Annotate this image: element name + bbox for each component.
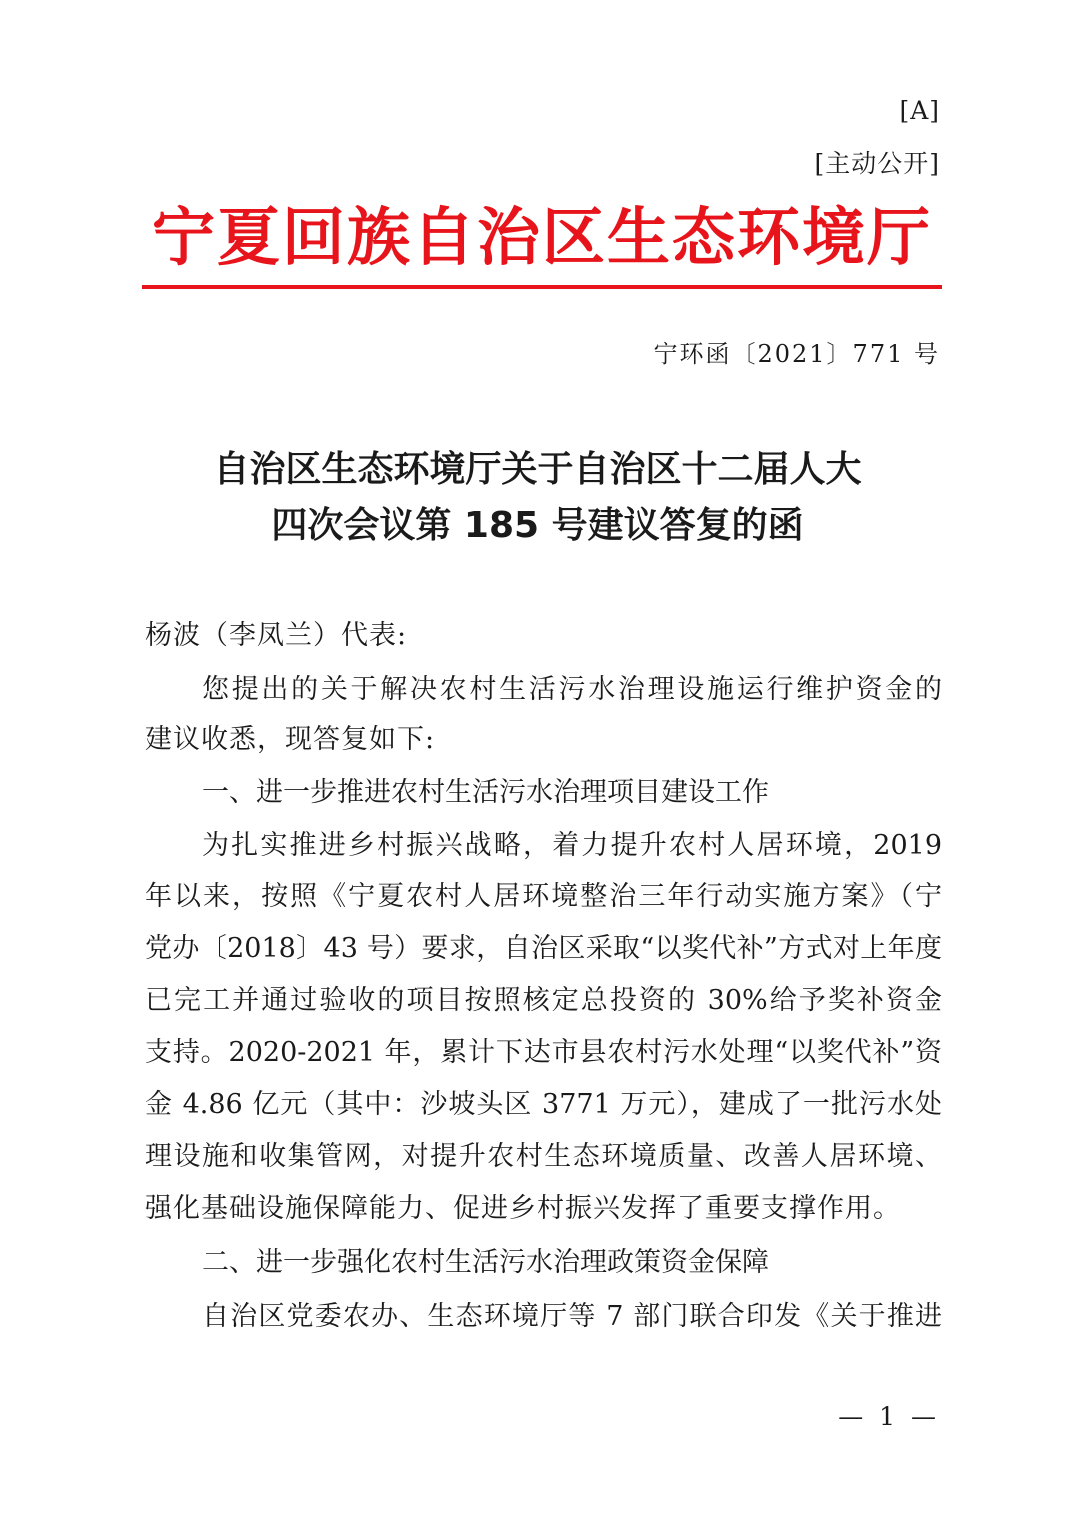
- body-text-line: 年以来，按照《宁夏农村人居环境整治三年行动实施方案》（宁: [145, 881, 942, 912]
- document-number: 宁环函〔2021〕771 号: [653, 340, 940, 368]
- body-text-line: 您提出的关于解决农村生活污水治理设施运行维护资金的: [202, 674, 942, 705]
- masthead-divider: [142, 285, 942, 289]
- body-text-line: 金 4.86 亿元（其中：沙坡头区 3771 万元），建成了一批污水处: [145, 1089, 942, 1120]
- classification-tag: [A]: [899, 96, 940, 125]
- body-text-line: 已完工并通过验收的项目按照核定总投资的 30%给予奖补资金: [145, 985, 942, 1016]
- salutation: 杨波（李凤兰）代表:: [145, 620, 408, 651]
- body-text-line: 理设施和收集管网，对提升农村生态环境质量、改善人居环境、: [145, 1141, 942, 1172]
- body-text-line: 为扎实推进乡村振兴战略，着力提升农村人居环境，2019: [202, 830, 942, 861]
- masthead-title: 宁夏回族自治区生态环境厅: [152, 201, 932, 274]
- body-text-line: 强化基础设施保障能力、促进乡村振兴发挥了重要支撑作用。: [145, 1193, 901, 1224]
- section-heading-2: 二、进一步强化农村生活污水治理政策资金保障: [202, 1247, 769, 1278]
- disclosure-tag: [主动公开]: [814, 149, 940, 178]
- document-title-line-1: 自治区生态环境厅关于自治区十二届人大: [213, 449, 862, 490]
- document-title-line-2: 四次会议第 185 号建议答复的函: [271, 505, 804, 546]
- section-heading-1: 一、进一步推进农村生活污水治理项目建设工作: [202, 777, 769, 808]
- body-text-line: 建议收悉，现答复如下:: [145, 724, 436, 755]
- page-number: — 1 —: [838, 1402, 940, 1431]
- body-text-line: 自治区党委农办、生态环境厅等 7 部门联合印发《关于推进: [202, 1301, 942, 1332]
- body-text-line: 支持。2020-2021 年，累计下达市县农村污水处理“以奖代补”资: [145, 1037, 942, 1068]
- body-text-line: 党办〔2018〕43 号）要求，自治区采取“以奖代补”方式对上年度: [145, 933, 942, 964]
